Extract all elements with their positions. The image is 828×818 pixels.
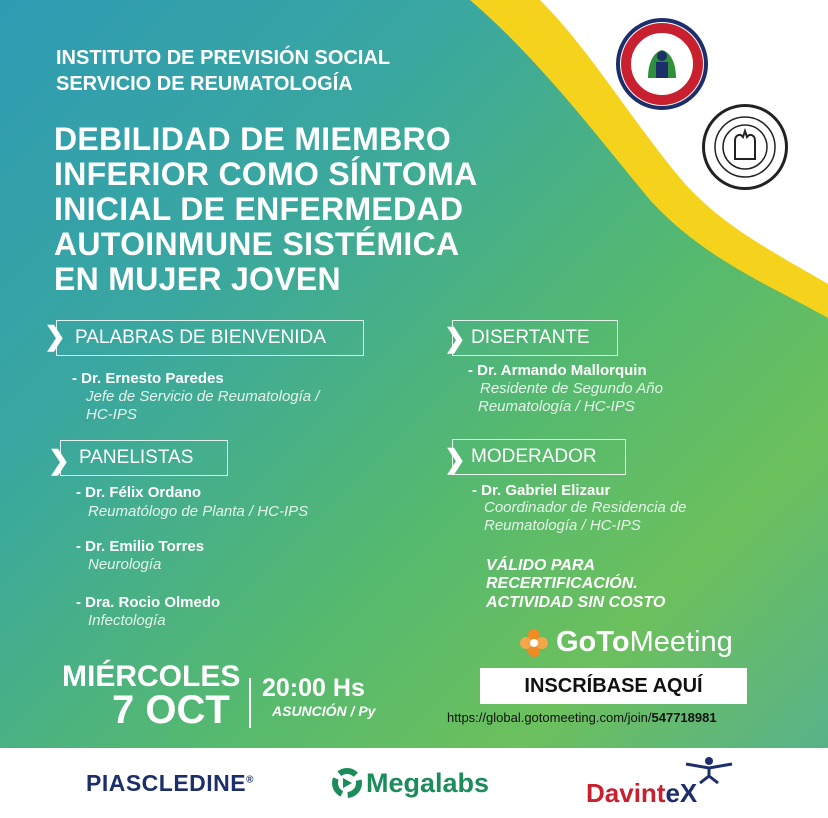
speaker-name: - Dr. Ernesto Paredes [72, 370, 224, 387]
gotomeeting-flower-icon [518, 627, 550, 659]
panelist-name: - Dra. Rocio Olmedo [76, 594, 221, 611]
section-moderador [452, 439, 626, 475]
title-line: EN MUJER JOVEN [54, 261, 341, 297]
section-label: PANELISTAS [79, 447, 194, 468]
title-line: INICIAL DE ENFERMEDAD [54, 191, 464, 227]
goto-word: GoTo [556, 626, 630, 658]
panelist-name: - Dr. Félix Ordano [76, 484, 202, 501]
spr-logo [702, 104, 788, 190]
date-divider [249, 678, 251, 728]
register-button[interactable]: INSCRÍBASE AQUÍ [480, 668, 747, 704]
davintex-text: Davint [586, 778, 666, 808]
event-date: 7 OCT [112, 688, 230, 732]
registered-mark: ® [246, 774, 255, 786]
speaker-role: Jefe de Servicio de Reumatología / [86, 388, 320, 405]
panelist-role: Neurología [88, 556, 162, 573]
chevron-right-icon: ❯ [44, 321, 66, 351]
speaker-role: Coordinador de Residencia de [484, 499, 687, 516]
speaker-role: HC-IPS [86, 406, 137, 423]
section-disertante [452, 320, 618, 356]
section-label: MODERADOR [471, 446, 597, 467]
validity-note: RECERTIFICACIÓN. [486, 575, 638, 592]
davintex-ex: eX [665, 778, 698, 808]
megalabs-logo: Megalabs [366, 768, 490, 798]
chevron-right-icon: ❯ [444, 323, 466, 353]
speaker-name: - Dr. Armando Mallorquin [468, 362, 647, 379]
panelist-name: - Dr. Emilio Torres [76, 538, 205, 555]
institution-name: INSTITUTO DE PREVISIÓN SOCIAL [56, 47, 391, 69]
event-day: MIÉRCOLES [62, 660, 241, 693]
panelist-role: Reumatólogo de Planta / HC-IPS [88, 503, 309, 520]
sponsor-footer [0, 748, 828, 818]
speaker-role: Residente de Segundo Año [480, 380, 663, 397]
meeting-link[interactable] [447, 710, 717, 725]
section-label: DISERTANTE [471, 327, 590, 348]
section-panelistas [60, 440, 228, 476]
piascledine-text: PIASCLEDINE [86, 770, 247, 796]
speaker-role: Reumatología / HC-IPS [478, 398, 635, 415]
section-label: PALABRAS DE BIENVENIDA [75, 327, 326, 348]
chevron-right-icon: ❯ [48, 445, 70, 475]
megalabs-icon [332, 768, 362, 798]
validity-note: ACTIVIDAD SIN COSTO [486, 594, 666, 611]
speaker-role: Reumatología / HC-IPS [484, 517, 641, 534]
section-bienvenida [56, 320, 364, 356]
meeting-id: 547718981 [651, 710, 717, 725]
title-line: DEBILIDAD DE MIEMBRO [54, 121, 452, 157]
gotomeeting-logo [556, 626, 733, 659]
davintex-logo [586, 778, 697, 809]
meeting-link-prefix: https://global.gotomeeting.com/join/ [447, 710, 652, 725]
panelist-role: Infectología [88, 612, 166, 629]
ips-logo [616, 18, 708, 110]
event-time: 20:00 Hs [262, 674, 365, 702]
title-line: AUTOINMUNE SISTÉMICA [54, 226, 460, 262]
speaker-name: - Dr. Gabriel Elizaur [472, 482, 611, 499]
piascledine-logo [86, 770, 254, 797]
service-name: SERVICIO DE REUMATOLOGÍA [56, 73, 353, 95]
event-location: ASUNCIÓN / Py [272, 703, 376, 719]
validity-note: VÁLIDO PARA [486, 557, 596, 574]
meeting-word: Meeting [629, 626, 733, 658]
page-title [54, 122, 478, 297]
chevron-right-icon: ❯ [444, 444, 466, 474]
title-line: INFERIOR COMO SÍNTOMA [54, 156, 478, 192]
